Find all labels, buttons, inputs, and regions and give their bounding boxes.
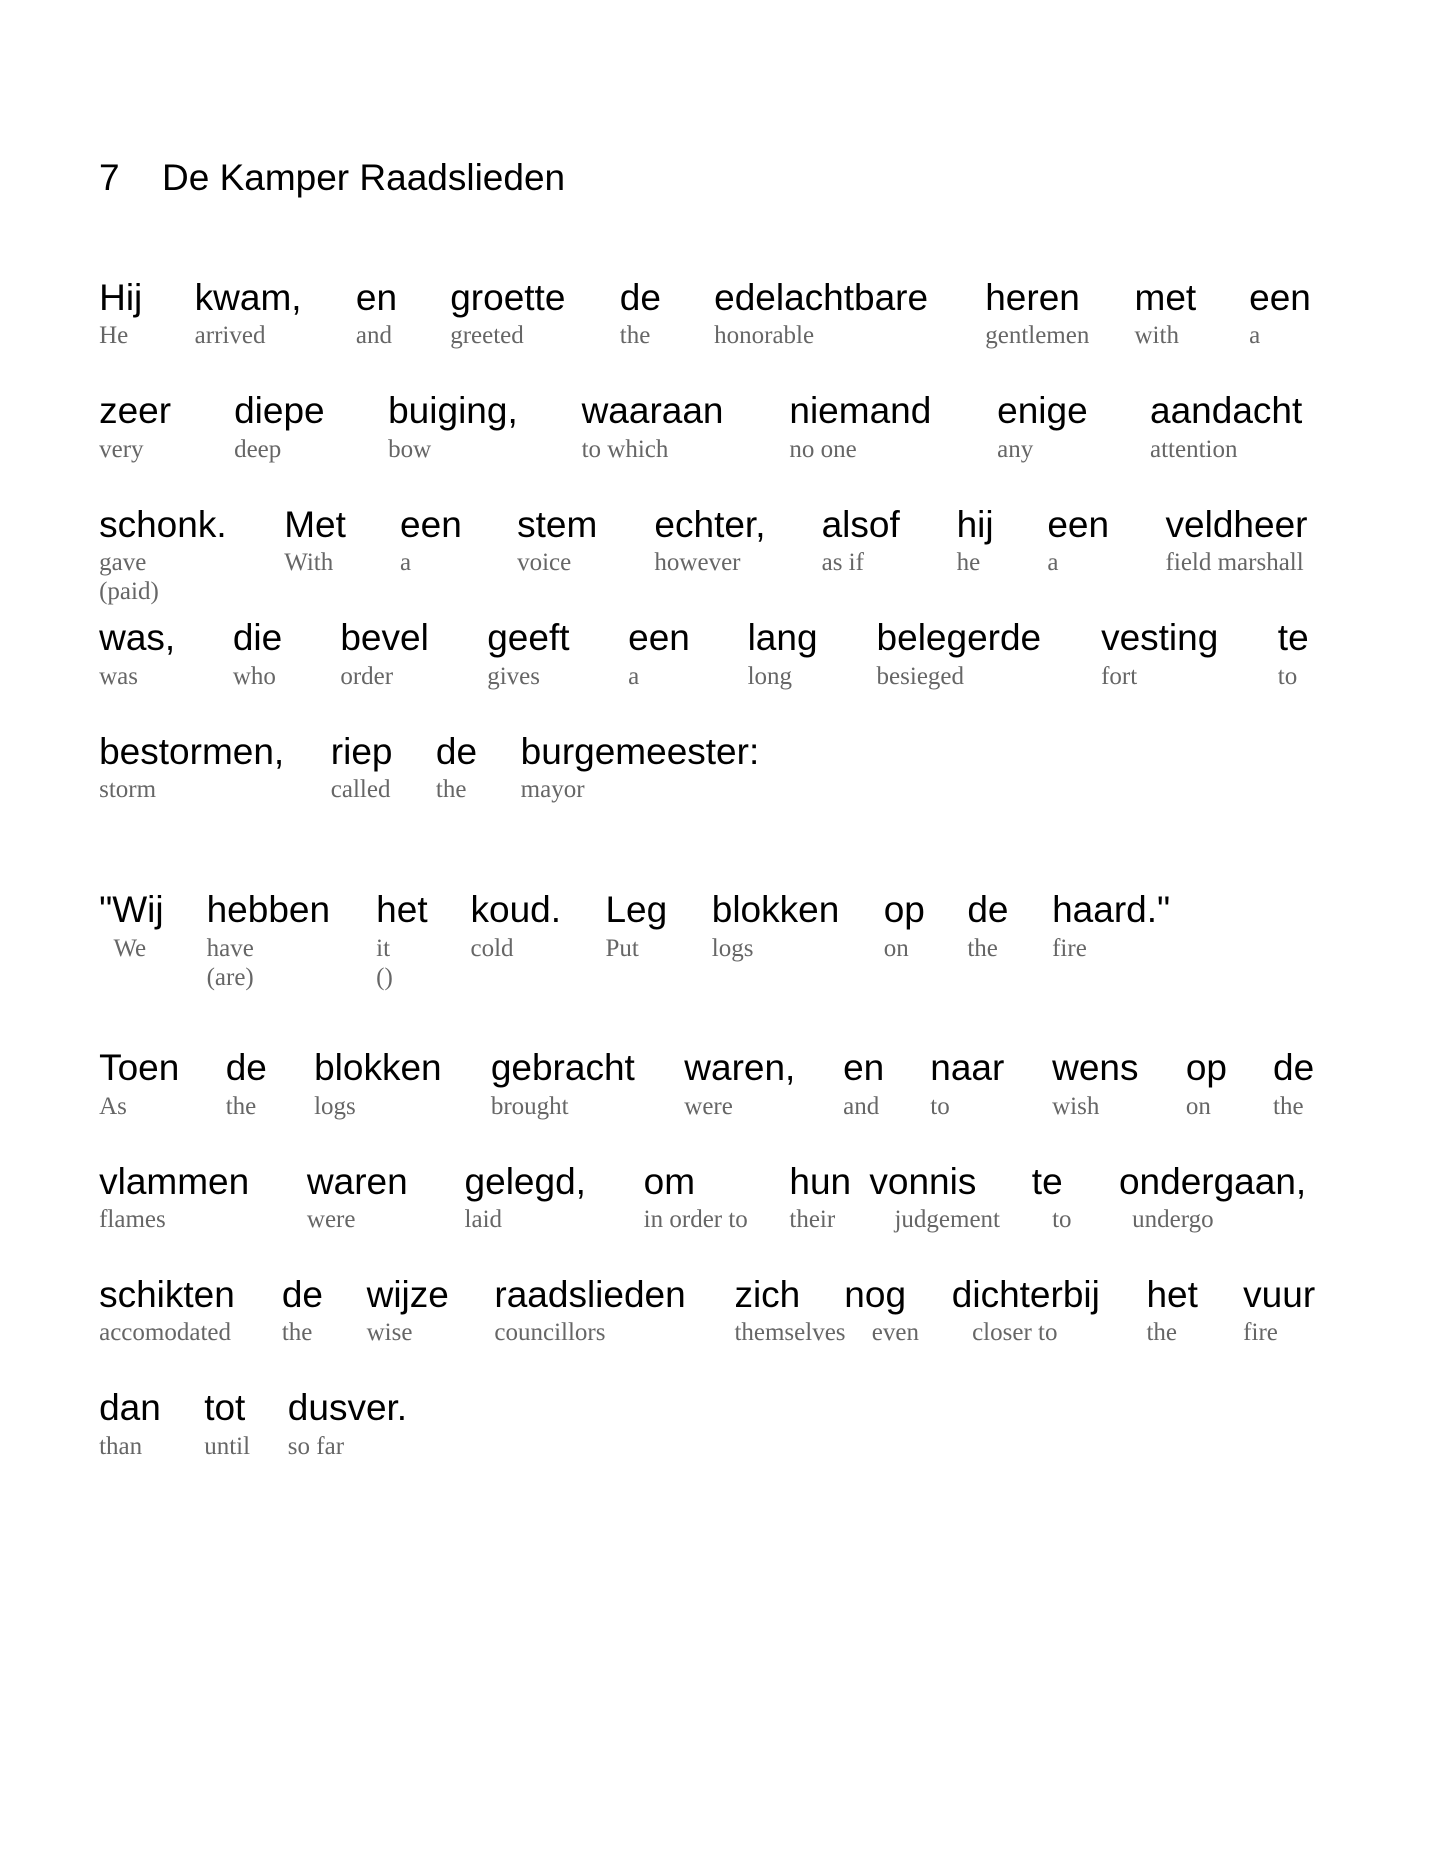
dutch-word: dichterbij bbox=[951, 1274, 1100, 1316]
dutch-word: echter, bbox=[654, 503, 766, 545]
dutch-word: burgemeester: bbox=[520, 730, 760, 772]
english-gloss: were bbox=[306, 1205, 356, 1233]
english-gloss: bow bbox=[388, 435, 432, 463]
english-gloss: to bbox=[1052, 1205, 1072, 1233]
english-gloss: as if bbox=[821, 549, 864, 577]
english-gloss: the bbox=[619, 322, 651, 350]
dutch-word: blokken bbox=[314, 1047, 442, 1089]
dutch-word: Toen bbox=[99, 1047, 180, 1089]
dutch-word: blokken bbox=[711, 889, 840, 931]
english-gloss: the bbox=[225, 1092, 257, 1120]
english-gloss: honorable bbox=[714, 322, 815, 350]
dutch-word: en bbox=[355, 276, 398, 318]
english-gloss: deep bbox=[234, 435, 282, 463]
english-gloss: a bbox=[1047, 549, 1059, 577]
english-gloss: judgement bbox=[894, 1205, 1000, 1233]
dutch-word: de bbox=[967, 889, 1009, 931]
dutch-word: riep bbox=[330, 730, 393, 772]
dutch-word: was, bbox=[99, 617, 176, 659]
dutch-word: een bbox=[1047, 503, 1110, 545]
english-gloss: voice bbox=[517, 549, 572, 577]
dutch-word: bevel bbox=[340, 617, 429, 659]
dutch-word: dusver. bbox=[287, 1387, 408, 1429]
english-gloss: logs bbox=[314, 1092, 356, 1120]
dutch-word: "Wij bbox=[99, 889, 164, 931]
dutch-word: enige bbox=[997, 390, 1088, 432]
dutch-word: het bbox=[376, 889, 428, 931]
dutch-word: buiging, bbox=[388, 390, 518, 432]
dutch-word: niemand bbox=[789, 390, 932, 432]
english-gloss: the bbox=[1146, 1319, 1177, 1347]
english-gloss: With bbox=[284, 549, 334, 577]
dutch-word: om bbox=[643, 1160, 696, 1202]
dutch-word: nog bbox=[844, 1274, 907, 1316]
english-gloss: with bbox=[1134, 322, 1179, 350]
dutch-word: diepe bbox=[234, 390, 325, 432]
dutch-word: waaraan bbox=[581, 390, 724, 432]
dutch-word: hij bbox=[956, 503, 994, 545]
english-gloss: on bbox=[1185, 1092, 1211, 1120]
english-gloss: to bbox=[1277, 662, 1298, 690]
dutch-word: Hij bbox=[99, 276, 143, 318]
english-gloss: on bbox=[883, 934, 909, 962]
dutch-word: de bbox=[281, 1274, 323, 1316]
english-gloss: besieged bbox=[876, 662, 965, 690]
dutch-word: geeft bbox=[487, 617, 570, 659]
english-gloss: logs bbox=[711, 934, 754, 962]
english-gloss: have (are) bbox=[206, 934, 254, 991]
dutch-word: een bbox=[1249, 276, 1311, 318]
english-gloss: it () bbox=[376, 934, 393, 991]
english-gloss: cold bbox=[470, 934, 514, 962]
dutch-word: op bbox=[1185, 1047, 1227, 1089]
english-gloss: laid bbox=[464, 1205, 503, 1233]
dutch-word: raadslieden bbox=[494, 1274, 686, 1316]
english-gloss: a bbox=[628, 662, 640, 690]
english-gloss: in order to bbox=[643, 1205, 748, 1233]
english-gloss: undergo bbox=[1132, 1205, 1214, 1233]
english-gloss: the bbox=[281, 1319, 313, 1347]
dutch-word: gelegd, bbox=[464, 1160, 586, 1202]
dutch-word: heren bbox=[985, 276, 1080, 318]
dutch-word: bestormen, bbox=[99, 730, 285, 772]
english-gloss: closer to bbox=[972, 1319, 1058, 1347]
dutch-word: zeer bbox=[99, 390, 172, 432]
english-gloss: any bbox=[997, 435, 1034, 463]
english-gloss: themselves bbox=[734, 1319, 846, 1347]
english-gloss: even bbox=[871, 1319, 919, 1347]
dutch-word: hebben bbox=[206, 889, 331, 931]
english-gloss: and bbox=[843, 1092, 880, 1120]
english-gloss: their bbox=[789, 1205, 836, 1233]
english-gloss: As bbox=[99, 1092, 127, 1120]
dutch-word: vuur bbox=[1243, 1274, 1316, 1316]
chapter-title: De Kamper Raadslieden bbox=[162, 157, 566, 198]
english-gloss: than bbox=[99, 1432, 143, 1460]
english-gloss: councillors bbox=[494, 1319, 606, 1347]
dutch-word: gebracht bbox=[490, 1047, 635, 1089]
english-gloss: a bbox=[400, 549, 412, 577]
dutch-word: aandacht bbox=[1150, 390, 1303, 432]
english-gloss: however bbox=[654, 549, 741, 577]
english-gloss: gentlemen bbox=[985, 322, 1090, 350]
dutch-word: te bbox=[1277, 617, 1309, 659]
dutch-word: tot bbox=[204, 1387, 246, 1429]
dutch-word: lang bbox=[747, 617, 818, 659]
dutch-word: het bbox=[1146, 1274, 1198, 1316]
english-gloss: fire bbox=[1052, 934, 1087, 962]
dutch-word: vonnis bbox=[869, 1160, 977, 1202]
dutch-word: vlammen bbox=[99, 1160, 250, 1202]
english-gloss: We bbox=[113, 934, 147, 962]
dutch-word: de bbox=[1273, 1047, 1315, 1089]
english-gloss: were bbox=[684, 1092, 733, 1120]
dutch-word: naar bbox=[930, 1047, 1005, 1089]
english-gloss: long bbox=[747, 662, 793, 690]
dutch-word: de bbox=[435, 730, 478, 772]
english-gloss: so far bbox=[287, 1432, 345, 1460]
dutch-word: schonk. bbox=[99, 503, 227, 545]
dutch-word: schikten bbox=[99, 1274, 235, 1316]
english-gloss: to bbox=[930, 1092, 950, 1120]
english-gloss: a bbox=[1249, 322, 1261, 350]
english-gloss: greeted bbox=[450, 322, 524, 350]
dutch-word: met bbox=[1134, 276, 1197, 318]
dutch-word: een bbox=[628, 617, 690, 659]
dutch-word: edelachtbare bbox=[714, 276, 929, 318]
dutch-word: groette bbox=[450, 276, 566, 318]
english-gloss: no one bbox=[789, 435, 857, 463]
english-gloss: the bbox=[435, 776, 467, 804]
dutch-word: Leg bbox=[605, 889, 668, 931]
dutch-word: ondergaan, bbox=[1118, 1160, 1307, 1202]
english-gloss: field marshall bbox=[1165, 549, 1304, 577]
dutch-word: die bbox=[232, 617, 283, 659]
english-gloss: fort bbox=[1101, 662, 1138, 690]
dutch-word: zich bbox=[734, 1274, 801, 1316]
english-gloss: fire bbox=[1243, 1319, 1278, 1347]
dutch-word: vesting bbox=[1101, 617, 1219, 659]
dutch-word: stem bbox=[517, 503, 598, 545]
dutch-word: op bbox=[883, 889, 925, 931]
dutch-word: de bbox=[225, 1047, 267, 1089]
english-gloss: until bbox=[204, 1432, 251, 1460]
english-gloss: brought bbox=[490, 1092, 569, 1120]
english-gloss: arrived bbox=[194, 322, 266, 350]
english-gloss: He bbox=[99, 322, 129, 350]
dutch-word: belegerde bbox=[876, 617, 1042, 659]
english-gloss: to which bbox=[581, 435, 669, 463]
dutch-word: dan bbox=[99, 1387, 161, 1429]
dutch-word: waren bbox=[306, 1160, 408, 1202]
english-gloss: accomodated bbox=[99, 1319, 231, 1347]
english-gloss: mayor bbox=[520, 776, 585, 804]
dutch-word: koud. bbox=[470, 889, 562, 931]
english-gloss: who bbox=[232, 662, 276, 690]
english-gloss: and bbox=[355, 322, 392, 350]
dutch-word: veldheer bbox=[1165, 503, 1308, 545]
dutch-word: haard." bbox=[1052, 889, 1171, 931]
dutch-word: kwam, bbox=[194, 276, 302, 318]
english-gloss: called bbox=[330, 776, 391, 804]
chapter-number: 7 bbox=[99, 157, 120, 198]
dutch-word: en bbox=[843, 1047, 885, 1089]
english-gloss: the bbox=[1273, 1092, 1304, 1120]
dutch-word: een bbox=[400, 503, 462, 545]
english-gloss: very bbox=[99, 435, 144, 463]
dutch-word: waren, bbox=[684, 1047, 796, 1089]
dutch-word: Met bbox=[284, 503, 346, 545]
dutch-word: hun bbox=[789, 1160, 852, 1202]
english-gloss: flames bbox=[99, 1205, 166, 1233]
english-gloss: storm bbox=[99, 776, 157, 804]
english-gloss: wish bbox=[1052, 1092, 1100, 1120]
dutch-word: wens bbox=[1052, 1047, 1139, 1089]
english-gloss: gives bbox=[487, 662, 541, 690]
dutch-word: wijze bbox=[366, 1274, 449, 1316]
dutch-word: de bbox=[619, 276, 661, 318]
english-gloss: Put bbox=[605, 934, 639, 962]
english-gloss: he bbox=[956, 549, 981, 577]
dutch-word: alsof bbox=[821, 503, 900, 545]
english-gloss: order bbox=[340, 662, 394, 690]
english-gloss: attention bbox=[1150, 435, 1238, 463]
english-gloss: wise bbox=[366, 1319, 413, 1347]
english-gloss: gave (paid) bbox=[99, 549, 159, 606]
english-gloss: the bbox=[967, 934, 998, 962]
dutch-word: te bbox=[1031, 1160, 1063, 1202]
english-gloss: was bbox=[99, 662, 138, 690]
